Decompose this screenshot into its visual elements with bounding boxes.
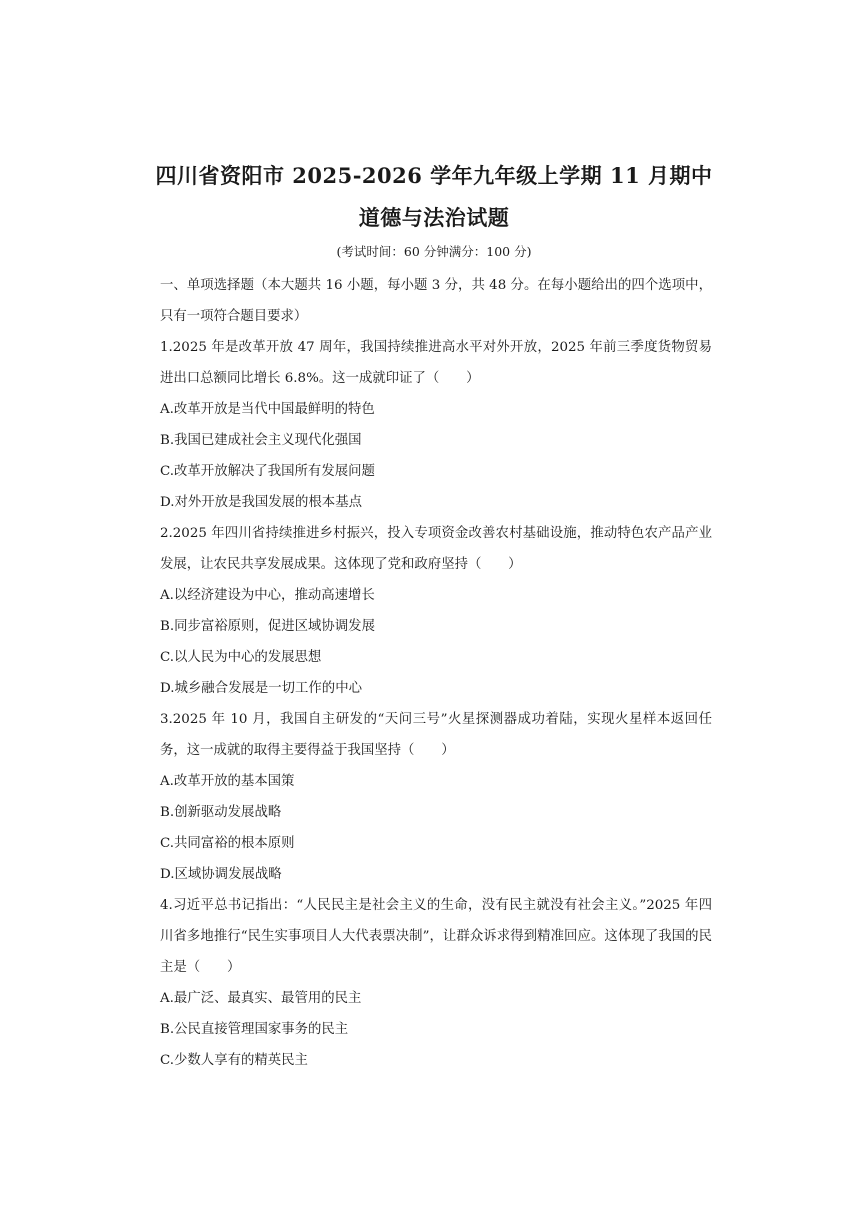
- question-stem: 4.习近平总书记指出：“人民民主是社会主义的生命，没有民主就没有社会主义。”2025 年四川省多地推行“民生实事项目人大代表票决制”，让群众诉求得到精准回应。这体现了我国的民主是（ ）: [160, 898, 712, 975]
- option-d: D.城乡融合发展是一切工作的中心: [160, 681, 362, 696]
- question-4: [160, 890, 712, 1076]
- option-d: D.区域协调发展战略: [160, 867, 282, 882]
- exam-title-line1: 四川省资阳市 2025-2026 学年九年级上学期 11 月期中: [155, 163, 713, 188]
- question-2: [160, 518, 712, 704]
- question-3: [160, 704, 712, 890]
- option-a: A.以经济建设为中心，推动高速增长: [160, 588, 375, 603]
- exam-body: [160, 270, 712, 1076]
- option-c: C.少数人享有的精英民主: [160, 1053, 308, 1068]
- option-c: C.改革开放解决了我国所有发展问题: [160, 464, 375, 479]
- option-d: D.对外开放是我国发展的根本基点: [160, 495, 362, 510]
- option-b: B.创新驱动发展战略: [160, 805, 282, 820]
- option-a: A.改革开放的基本国策: [160, 774, 295, 789]
- exam-info: (考试时间：60 分钟满分：100 分): [336, 244, 532, 259]
- option-c: C.以人民为中心的发展思想: [160, 650, 322, 665]
- option-c: C.共同富裕的根本原则: [160, 836, 295, 851]
- section-instructions: 一、单项选择题（本大题共 16 小题，每小题 3 分，共 48 分。在每小题给出的四个选项中，只有一项符合题目要求）: [160, 278, 712, 324]
- option-a: A.改革开放是当代中国最鲜明的特色: [160, 402, 375, 417]
- question-1: [160, 332, 712, 518]
- option-a: A.最广泛、最真实、最管用的民主: [160, 991, 362, 1006]
- option-b: B.同步富裕原则，促进区域协调发展: [160, 619, 375, 634]
- question-stem: 1.2025 年是改革开放 47 周年，我国持续推进高水平对外开放，2025 年前三季度货物贸易进出口总额同比增长 6.8%。这一成就印证了（ ）: [160, 340, 712, 386]
- question-stem: 2.2025 年四川省持续推进乡村振兴，投入专项资金改善农村基础设施，推动特色农产品产业发展，让农民共享发展成果。这体现了党和政府坚持（ ）: [160, 526, 712, 572]
- question-stem: 3.2025 年 10 月，我国自主研发的“天问三号”火星探测器成功着陆，实现火星样本返回任务，这一成就的取得主要得益于我国坚持（ ）: [160, 712, 712, 758]
- option-b: B.公民直接管理国家事务的民主: [160, 1022, 349, 1037]
- option-b: B.我国已建成社会主义现代化强国: [160, 433, 362, 448]
- exam-title-line2: 道德与法治试题: [358, 205, 510, 230]
